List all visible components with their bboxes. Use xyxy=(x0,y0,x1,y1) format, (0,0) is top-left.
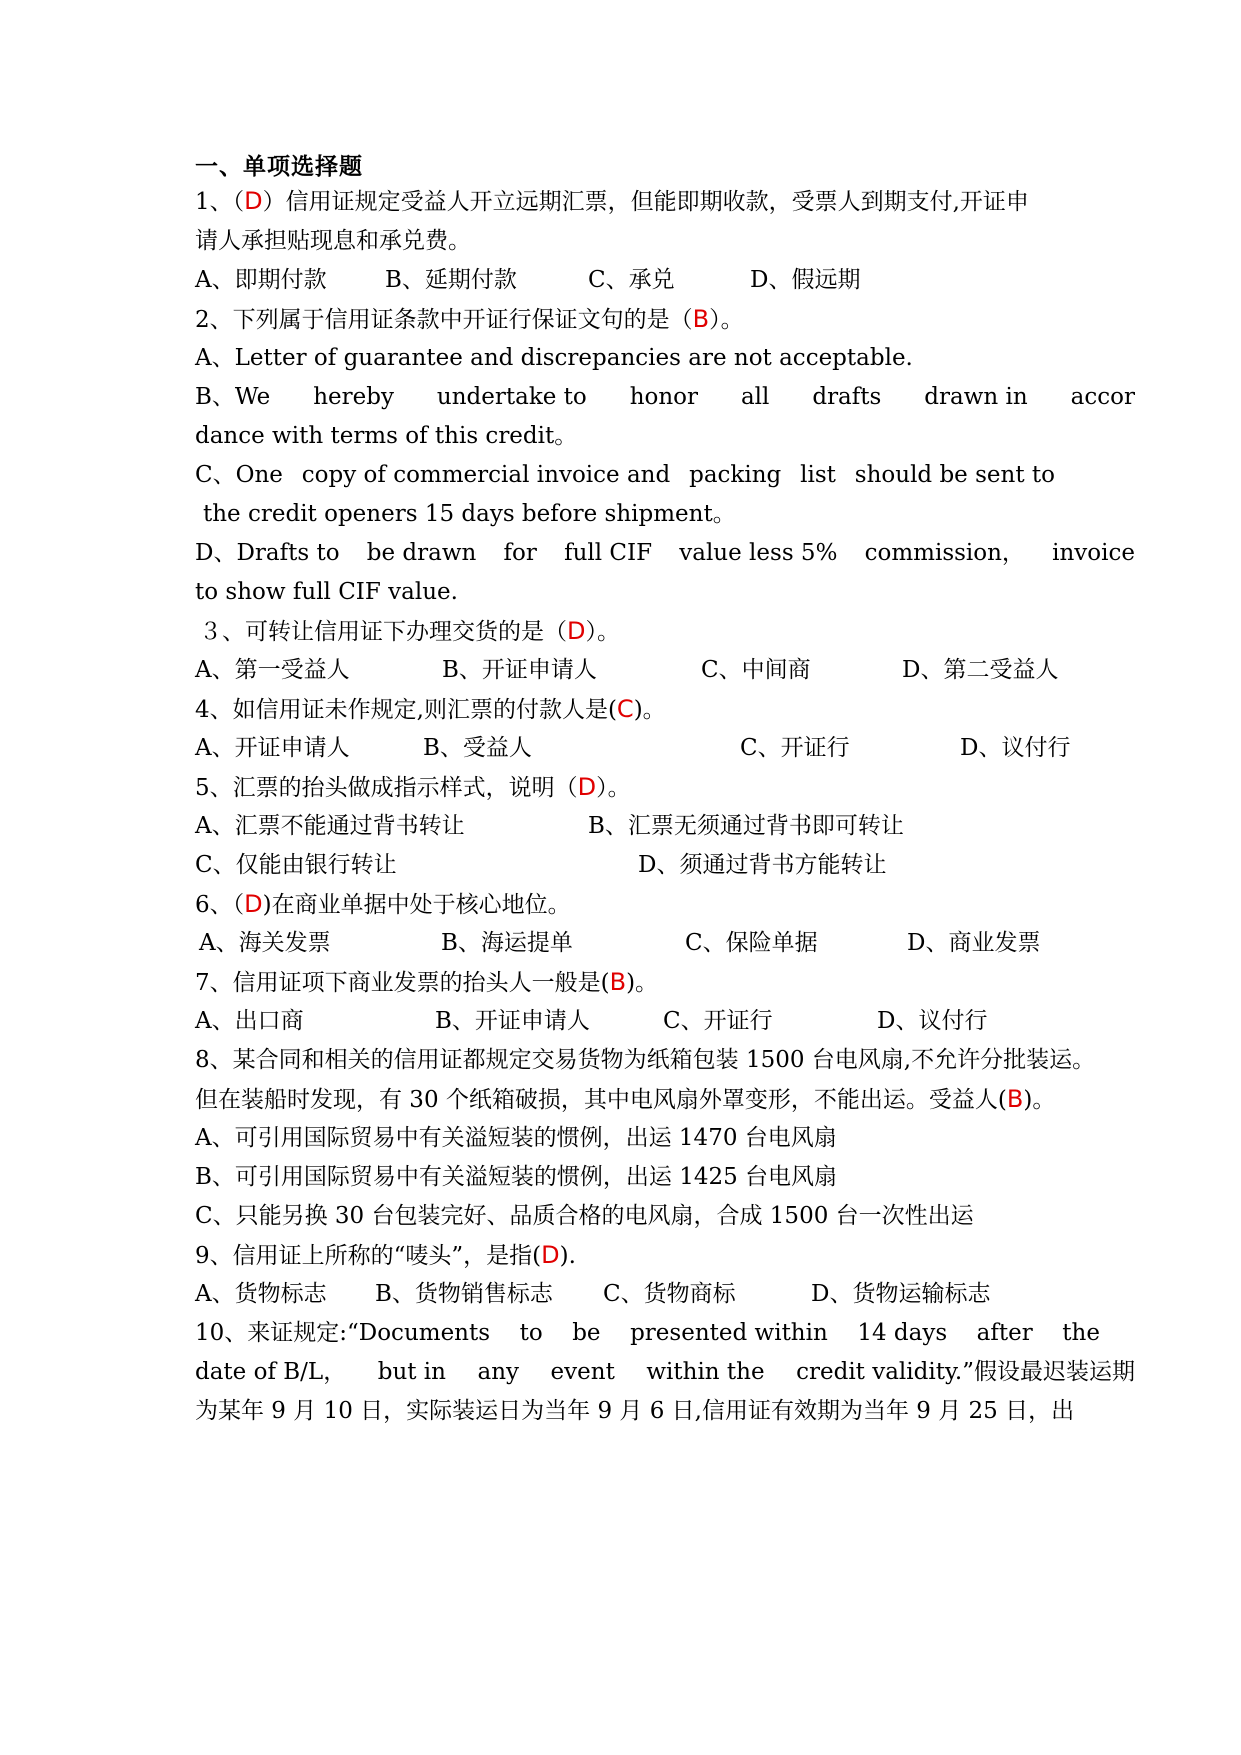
option-b: B、开证申请人 xyxy=(435,1008,590,1034)
question-4: 4、如信用证未作规定,则汇票的付款人是(C)。 xyxy=(195,691,1135,727)
question-2-option-c: C、One copy of commercial invoice and packing list should be sent to xyxy=(195,462,1055,488)
answer-9: D xyxy=(541,1241,560,1269)
question-3-options xyxy=(195,652,1135,688)
answer-3: D xyxy=(567,617,586,645)
option-a: A、汇票不能通过背书转让 xyxy=(195,813,465,839)
option-d: D、货物运输标志 xyxy=(811,1281,991,1307)
question-2-option-c-cont: the credit openers 15 days before shipment。 xyxy=(203,501,736,527)
option-d: D、议付行 xyxy=(960,735,1071,761)
answer-8: B xyxy=(1006,1085,1024,1113)
question-5-options-ab xyxy=(195,808,1135,844)
question-2-option-b-cont: dance with terms of this credit。 xyxy=(195,423,578,449)
option-a: A、出口商 xyxy=(195,1008,304,1034)
option-d: D、商业发票 xyxy=(907,930,1041,956)
question-5: 5、汇票的抬头做成指示样式，说明（D）。 xyxy=(195,769,1135,805)
option-b: B、汇票无须通过背书即可转让 xyxy=(588,813,904,839)
option-c: C、仅能由银行转让 xyxy=(195,852,397,878)
option-a: A、货物标志 xyxy=(195,1281,327,1307)
question-2-option-b: B、We hereby undertake to honor all drafts drawn in accor xyxy=(195,384,1135,410)
question-3: ３、可转让信用证下办理交货的是（D）。 xyxy=(199,613,1139,649)
question-9-options xyxy=(195,1276,1135,1312)
answer-4: C xyxy=(616,695,634,723)
question-7-options xyxy=(195,1003,1135,1039)
question-7: 7、信用证项下商业发票的抬头人一般是(B)。 xyxy=(195,964,1135,1000)
option-a: A、即期付款 xyxy=(195,267,327,293)
question-10-line-2: date of B/L， but in any event within the credit validity.”假设最迟装运期 xyxy=(195,1359,1135,1385)
question-5-options-cd xyxy=(195,847,1135,883)
option-c: C、承兑 xyxy=(588,267,675,293)
question-2-option-a: A、Letter of guarantee and discrepancies are not acceptable. xyxy=(195,345,913,371)
question-8-option-a: A、可引用国际贸易中有关溢短装的惯例，出运 1470 台电风扇 xyxy=(195,1125,837,1151)
option-a: A、开证申请人 xyxy=(195,735,350,761)
option-c: C、开证行 xyxy=(740,735,850,761)
option-d: D、须通过背书方能转让 xyxy=(638,852,887,878)
option-d: D、第二受益人 xyxy=(902,657,1059,683)
answer-2: B xyxy=(692,305,710,333)
option-c: C、保险单据 xyxy=(685,930,818,956)
question-8-cont: 但在装船时发现，有 30 个纸箱破损，其中电风扇外罩变形，不能出运。受益人(B)。 xyxy=(195,1081,1135,1117)
option-d: D、假远期 xyxy=(750,267,861,293)
option-b: B、货物销售标志 xyxy=(375,1281,553,1307)
question-2-option-d-cont: to show full CIF value. xyxy=(195,579,458,605)
question-2-option-d: D、Drafts to be drawn for full CIF value less 5% commission， invoice xyxy=(195,540,1135,566)
answer-1: D xyxy=(244,187,263,215)
option-a: A、海关发票 xyxy=(199,930,331,956)
question-9: 9、信用证上所称的“唛头”，是指(D). xyxy=(195,1237,1135,1273)
option-c: C、中间商 xyxy=(701,657,811,683)
option-b: B、开证申请人 xyxy=(442,657,597,683)
option-c: C、开证行 xyxy=(663,1008,773,1034)
question-8: 8、某合同和相关的信用证都规定交易货物为纸箱包装 1500 台电风扇,不允许分批装运。 xyxy=(195,1047,1096,1073)
question-10-line-3: 为某年 9 月 10 日，实际装运日为当年 9 月 6 日,信用证有效期为当年 9 月 25 日，出 xyxy=(195,1398,1075,1424)
option-d: D、议付行 xyxy=(877,1008,988,1034)
option-b: B、受益人 xyxy=(423,735,532,761)
question-6-options xyxy=(195,925,1135,961)
answer-7: B xyxy=(609,968,627,996)
answer-5: D xyxy=(577,773,597,801)
option-b: B、延期付款 xyxy=(385,267,517,293)
question-10: 10、来证规定:“Documents to be presented within 14 days after the xyxy=(195,1320,1100,1346)
answer-6: D xyxy=(244,890,263,918)
option-c: C、货物商标 xyxy=(603,1281,736,1307)
question-8-option-b: B、可引用国际贸易中有关溢短装的惯例，出运 1425 台电风扇 xyxy=(195,1164,838,1190)
question-1-cont: 请人承担贴现息和承兑费。 xyxy=(195,228,471,254)
question-1: 1、（D）信用证规定受益人开立远期汇票，但能即期收款，受票人到期支付,开证申 xyxy=(195,183,1135,219)
option-a: A、第一受益人 xyxy=(195,657,350,683)
question-1-options xyxy=(195,262,1135,298)
question-4-options xyxy=(195,730,1135,766)
question-8-option-c: C、只能另换 30 台包装完好、品质合格的电风扇，合成 1500 台一次性出运 xyxy=(195,1203,974,1229)
section-title: 一、单项选择题 xyxy=(195,154,363,180)
option-b: B、海运提单 xyxy=(441,930,573,956)
question-2: 2、下列属于信用证条款中开证行保证文句的是（B）。 xyxy=(195,301,1135,337)
question-6: 6、（D)在商业单据中处于核心地位。 xyxy=(195,886,1135,922)
